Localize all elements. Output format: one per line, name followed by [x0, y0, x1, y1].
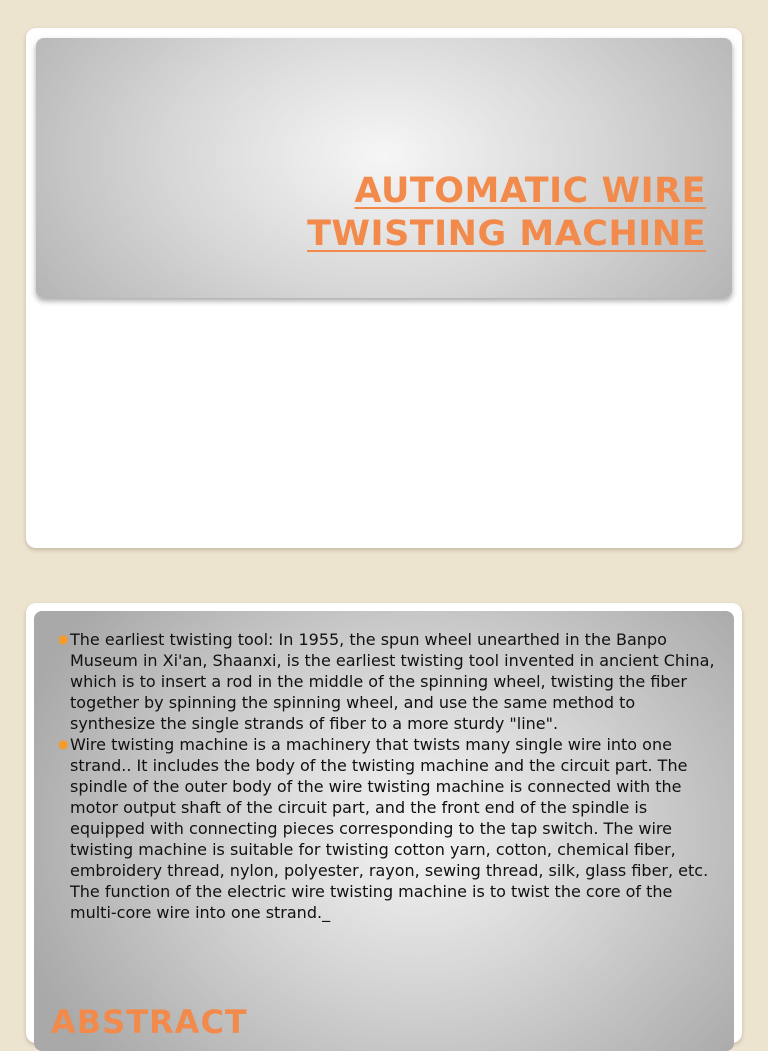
bullet-text: The earliest twisting tool: In 1955, the spun wheel unearthed in the Banpo Museum in Xi'an, Shaanxi, is the earliest twisting tool invented in ancient China, which is to insert a rod in the middle of the spinning wheel, twisting the fiber together by spinning the spinning wheel, and use the same method to synthesize the single strands of fiber to a more sturdy "line". — [70, 630, 715, 733]
slide-title — [307, 170, 706, 256]
bullet-list — [58, 629, 722, 923]
bullet-icon: ● — [58, 737, 69, 751]
title-line-1: AUTOMATIC WIRE — [354, 171, 706, 211]
title-slide — [26, 28, 742, 548]
bullet-item — [58, 629, 722, 734]
content-slide — [26, 603, 742, 1043]
content-panel — [34, 611, 734, 1051]
bullet-text: Wire twisting machine is a machinery that twists many single wire into one strand.. It includes the body of the twisting machine and the circuit part. The spindle of the outer body of the wire twisting machine is connected with the motor output shaft of the circuit part, and the front end of the spindle is equipped with connecting pieces corresponding to the tap switch. The wire twisting machine is suitable for twisting cotton yarn, cotton, chemical fiber, embroidery thread, nylon, polyester, rayon, sewing thread, silk, glass fiber, etc. The function of the electric wire twisting machine is to twist the core of the multi-core wire into one strand._ — [70, 735, 709, 922]
section-heading: ABSTRACT — [51, 1003, 248, 1041]
title-panel — [36, 38, 732, 298]
bullet-item — [58, 734, 722, 923]
title-line-2: TWISTING MACHINE — [307, 214, 706, 254]
bullet-icon: ● — [58, 632, 69, 646]
